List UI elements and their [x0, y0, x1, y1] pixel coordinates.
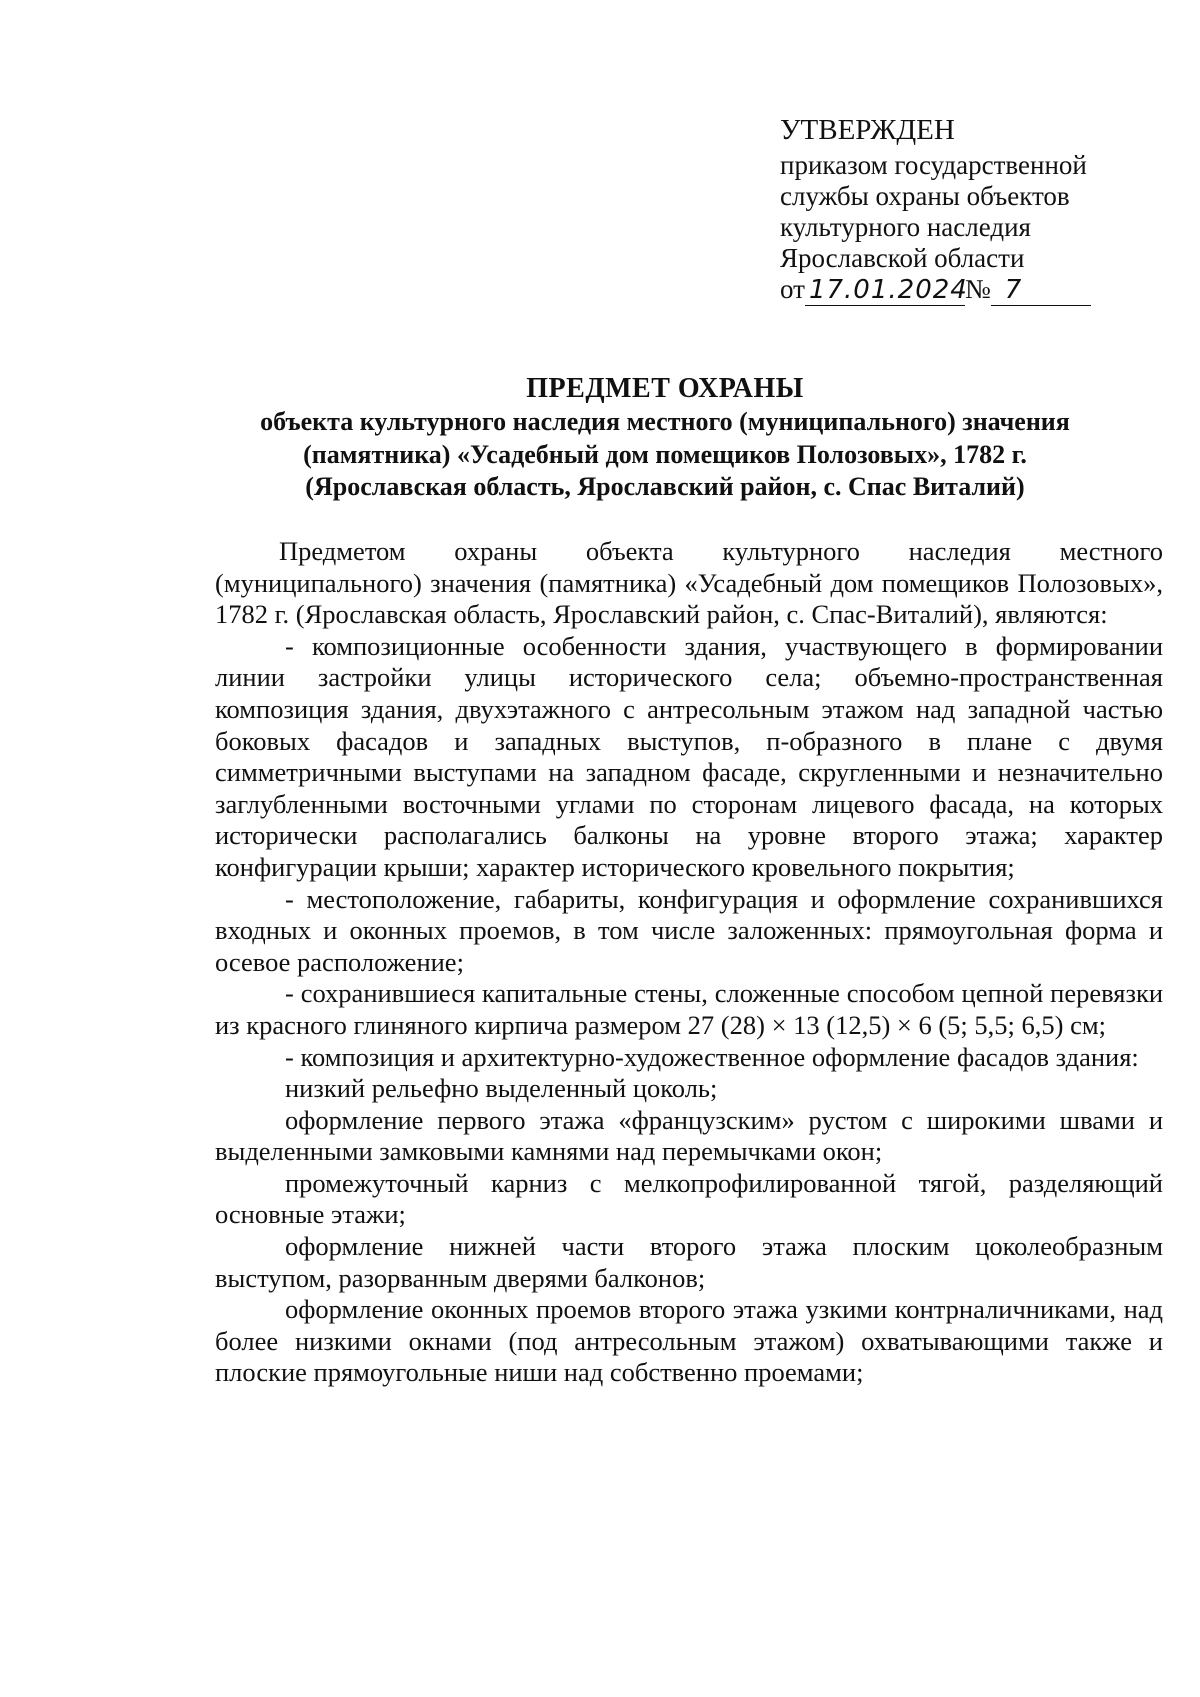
number-prefix: № — [964, 274, 991, 304]
title-main: ПРЕДМЕТ ОХРАНЫ — [526, 373, 804, 404]
handwritten-number: 7 — [991, 275, 1091, 306]
body-paragraph: - местоположение, габариты, конфигурация и оформление сохранившихся входных и оконных проемов, в том числе заложенных: прямоугольная форма и осевое расположение; — [215, 883, 1163, 977]
approval-block — [780, 112, 1180, 306]
approval-line: приказом государственной — [780, 150, 1087, 180]
title-line: (Ярославская область, Ярославский район, с. Спас Виталий) — [305, 472, 1025, 501]
approval-line: службы охраны объектов — [780, 181, 1070, 211]
body-paragraph: - композиционные особенности здания, участвующего в формировании линии застройки улицы исторического села; объемно-пространственная композиция здания, двухэтажного с антресольным этажом над западной частью боковых фасадов и западных выступов, п-образного в плане с двумя симметричными выступами на западном фасаде, скругленными и незначительно заглубленными восточными углами по сторонам лицевого фасада, на которых исторически располагались балконы на уровне второго этажа; характер конфигурации крыши; характер исторического кровельного покрытия; — [215, 630, 1163, 882]
document-title — [130, 372, 1200, 504]
document-body — [215, 536, 1163, 1389]
approval-date-number-line — [780, 274, 1180, 306]
body-paragraph: оформление нижней части второго этажа плоским цоколеобразным выступом, разорванным дверями балконов; — [215, 1231, 1163, 1293]
date-prefix: от — [780, 274, 805, 304]
body-paragraph: Предметом охраны объекта культурного наследия местного (муниципального) значения (памятника) «Усадебный дом помещиков Полозовых», 1782 г. (Ярославская область, Ярославский район, с. Спас-Виталий), являются: — [215, 536, 1163, 630]
body-paragraph: оформление оконных проемов второго этажа узкими контрналичниками, над более низкими окнами (под антресольным этажом) охватывающими также и плоские прямоугольные ниши над собственно проемами; — [215, 1294, 1163, 1388]
title-line: объекта культурного наследия местного (муниципального) значения — [260, 407, 1070, 436]
body-paragraph: - композиция и архитектурно-художественное оформление фасадов здания: — [285, 1041, 1139, 1072]
body-paragraph: низкий рельефно выделенный цоколь; — [285, 1073, 718, 1104]
body-paragraph: - сохранившиеся капитальные стены, сложенные способом цепной перевязки из красного глиняного кирпича размером 27 (28) × 13 (12,5) × 6 (5; 5,5; 6,5) см; — [215, 978, 1163, 1040]
handwritten-date: 17.01.2024 — [805, 275, 965, 306]
approval-heading: УТВЕРЖДЕН — [780, 114, 955, 146]
body-paragraph: оформление первого этажа «французским» рустом с широкими швами и выделенными замковыми камнями над перемычками окон; — [215, 1104, 1163, 1167]
title-line: (памятника) «Усадебный дом помещиков Полозовых», 1782 г. — [303, 439, 1027, 469]
approval-line: культурного наследия — [780, 212, 1031, 242]
body-paragraph: промежуточный карниз с мелкопрофилированной тягой, разделяющий основные этажи; — [215, 1167, 1163, 1230]
approval-line: Ярославской области — [780, 243, 1025, 273]
